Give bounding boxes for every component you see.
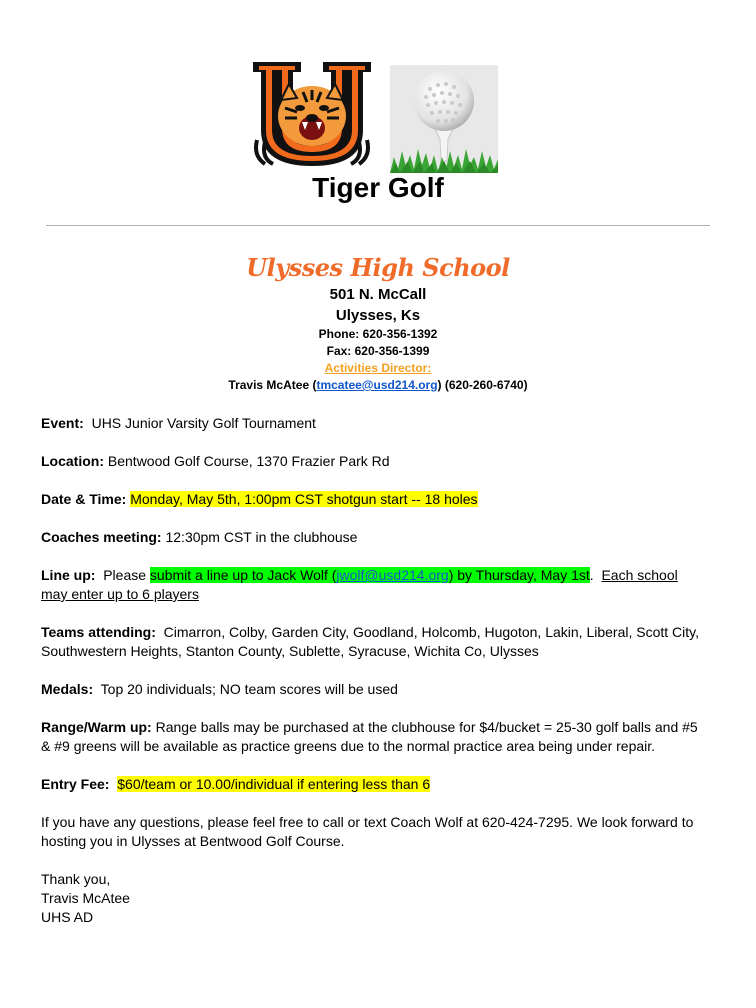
closing-name: Travis McAtee xyxy=(41,890,130,906)
address-line-1: 501 N. McCall xyxy=(329,286,427,303)
fax-line: Fax: 620-356-1399 xyxy=(326,344,430,358)
director-email-link[interactable]: tmcatee@usd214.org xyxy=(316,378,438,392)
datetime-value: Monday, May 5th, 1:00pm CST shotgun start -- 18 holes xyxy=(130,491,478,507)
teams-row xyxy=(41,623,706,661)
range-label: Range/Warm up: xyxy=(41,719,152,735)
school-name: Ulysses High School xyxy=(246,253,510,282)
location-value: Bentwood Golf Course, 1370 Frazier Park Rd xyxy=(107,453,390,469)
lineup-email-link[interactable]: jwolf@usd214.org xyxy=(336,567,449,583)
lineup-label: Line up: xyxy=(41,567,96,583)
coaches-meeting-label: Coaches meeting: xyxy=(41,529,162,545)
lineup-row xyxy=(41,566,706,604)
event-details xyxy=(41,414,706,927)
event-row xyxy=(41,414,706,433)
datetime-row xyxy=(41,490,706,509)
header-logos xyxy=(251,60,501,173)
event-value: UHS Junior Varsity Golf Tournament xyxy=(91,415,316,431)
golf-ball-image xyxy=(390,65,498,173)
datetime-label: Date & Time: xyxy=(41,491,127,507)
medals-row xyxy=(41,680,706,699)
address-line-2: Ulysses, Ks xyxy=(335,307,421,324)
school-info xyxy=(0,252,756,394)
director-name: Travis McAtee ( xyxy=(228,378,317,392)
activities-director-label: Activities Director: xyxy=(324,361,432,375)
questions-paragraph: If you have any questions, please feel free to call or text Coach Wolf at 620-424-7295. We look forward to hosting you in Ulysses at Bentwood Golf Course. xyxy=(41,814,694,849)
closing-title: UHS AD xyxy=(41,909,94,925)
entry-fee-label: Entry Fee: xyxy=(41,776,110,792)
lineup-highlight-end: ) by Thursday, May 1st xyxy=(448,567,590,583)
director-line xyxy=(0,377,756,394)
location-row xyxy=(41,452,706,471)
teams-label: Teams attending: xyxy=(41,624,156,640)
tiger-u-logo xyxy=(251,60,373,168)
closing-signature xyxy=(41,870,706,927)
range-row xyxy=(41,718,706,756)
lineup-note: Each school may enter up to 6 players xyxy=(41,567,678,602)
phone-line: Phone: 620-356-1392 xyxy=(318,327,438,341)
medals-label: Medals: xyxy=(41,681,94,697)
entry-fee-row xyxy=(41,775,706,794)
closing-thanks: Thank you, xyxy=(41,871,111,887)
entry-fee-value: $60/team or 10.00/individual if entering less than 6 xyxy=(117,776,431,792)
director-phone: ) (620-260-6740) xyxy=(437,378,528,392)
location-label: Location: xyxy=(41,453,104,469)
teams-value: Cimarron, Colby, Garden City, Goodland, Holcomb, Hugoton, Lakin, Liberal, Scott City, Southwestern Heights, Stanton County, Sublette, Syracuse, Wichita Co, Ulysses xyxy=(41,624,700,659)
coaches-meeting-value: 12:30pm CST in the clubhouse xyxy=(165,529,358,545)
lineup-highlight xyxy=(150,567,590,583)
horizontal-divider xyxy=(46,225,710,226)
medals-value: Top 20 individuals; NO team scores will be used xyxy=(100,681,398,697)
event-label: Event: xyxy=(41,415,84,431)
lineup-period: . xyxy=(589,567,594,583)
page-title: Tiger Golf xyxy=(312,172,444,203)
lineup-lead: Please xyxy=(103,567,147,583)
range-value: Range balls may be purchased at the clubhouse for $4/bucket = 25-30 golf balls and #5 & #9 greens will be available as practice greens due to the normal practice area being under repair. xyxy=(41,719,698,754)
lineup-highlight-start: submit a line up to Jack Wolf ( xyxy=(149,567,337,583)
coaches-meeting-row xyxy=(41,528,706,547)
